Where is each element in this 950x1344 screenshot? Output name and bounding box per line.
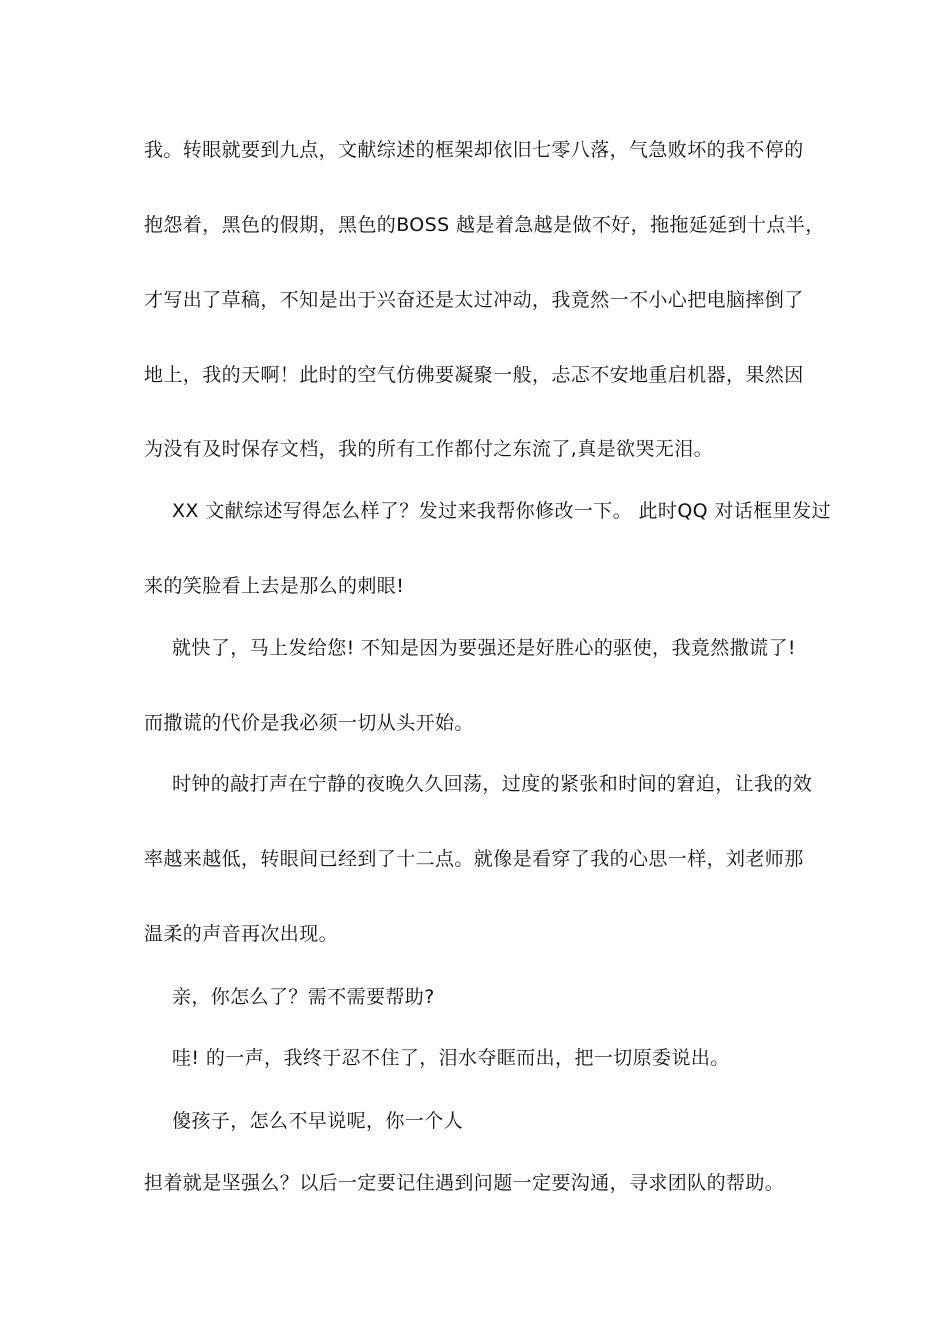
paragraph-line: 抱怨着，黑色的假期，黑色的BOSS 越是着急越是做不好，拖拖延延到十点半， xyxy=(144,214,825,236)
paragraph-line: 哇! 的一声，我终于忍不住了，泪水夺眶而出，把一切原委说出。 xyxy=(172,1047,730,1069)
paragraph-line: 率越来越低，转眼间已经到了十二点。就像是看穿了我的心思一样，刘老师那 xyxy=(144,848,804,870)
paragraph-line: 而撒谎的代价是我必须一切从头开始。 xyxy=(144,712,474,734)
paragraph-line: 为没有及时保存文档，我的所有工作都付之东流了,真是欲哭无泪。 xyxy=(144,438,714,460)
paragraph-line: 地上，我的天啊！此时的空气仿佛要凝聚一般，忐忑不安地重启机器，果然因 xyxy=(144,364,804,386)
paragraph-line: XX 文献综述写得怎么样了？发过来我帮你修改一下。 此时QQ 对话框里发过 xyxy=(172,500,831,522)
paragraph-line: 傻孩子，怎么不早说呢，你一个人 xyxy=(172,1110,464,1132)
paragraph-line: 温柔的声音再次出现。 xyxy=(144,923,339,945)
paragraph-line: 就快了，马上发给您! 不知是因为要强还是好胜心的驱使，我竟然撒谎了! xyxy=(172,637,796,659)
paragraph-line: 才写出了草稿，不知是出于兴奋还是太过冲动，我竟然一不小心把电脑摔倒了 xyxy=(144,289,804,311)
paragraph-line: 来的笑脸看上去是那么的刺眼! xyxy=(144,575,405,597)
paragraph-line: 时钟的敲打声在宁静的夜晚久久回荡，过度的紧张和时间的窘迫，让我的效 xyxy=(172,773,813,795)
paragraph-line: 亲，你怎么了？需不需要帮助? xyxy=(172,986,435,1008)
paragraph-line: 我。转眼就要到九点，文献综述的框架却依旧七零八落，气急败坏的我不停的 xyxy=(144,139,804,161)
paragraph-line: 担着就是坚强么？以后一定要记住遇到问题一定要沟通，寻求团队的帮助。 xyxy=(144,1172,785,1194)
